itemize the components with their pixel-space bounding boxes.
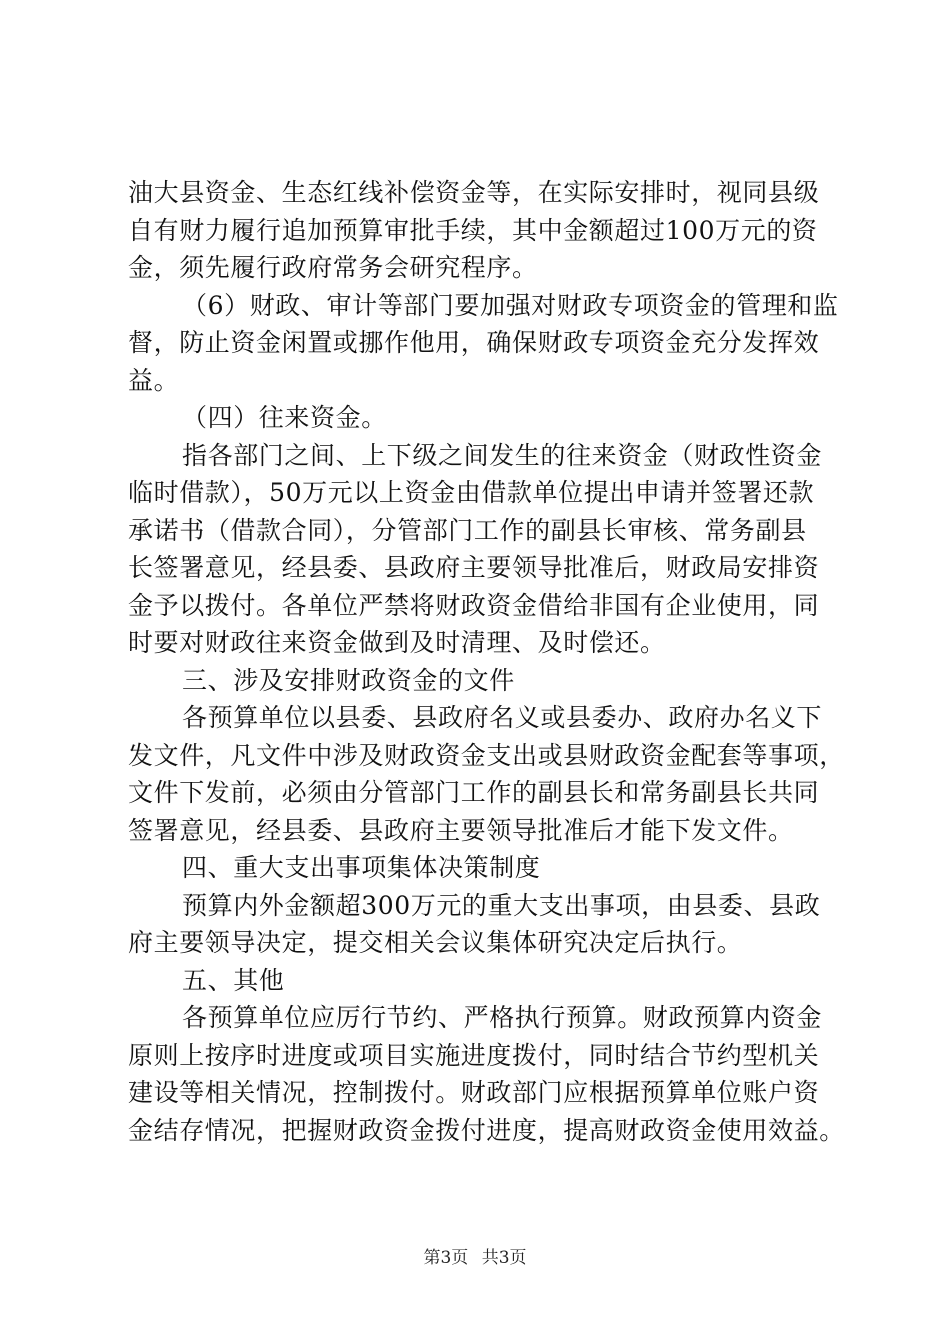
text-line: 承诺书（借款合同），分管部门工作的副县长审核、常务副县 [128, 515, 807, 545]
text-line: 预算内外金额超300万元的重大支出事项，由县委、县政 [182, 890, 821, 920]
text-line: 府主要领导决定，提交相关会议集体研究决定后执行。 [128, 928, 743, 957]
text-line: 金予以拨付。各单位严禁将财政资金借给非国有企业使用，同 [128, 590, 820, 620]
page-number: 第3页 [423, 1248, 469, 1268]
text-line: 督，防止资金闲置或挪作他用，确保财政专项资金充分发挥效 [128, 328, 820, 357]
text-line: （6）财政、审计等部门要加强对财政专项资金的管理和监 [182, 290, 839, 320]
text-line: 文件下发前，必须由分管部门工作的副县长和常务副县长共同 [128, 778, 820, 807]
text-line: 建设等相关情况，控制拨付。财政部门应根据预算单位账户资 [128, 1078, 820, 1107]
text-line: 长签署意见，经县委、县政府主要领导批准后，财政局安排资 [128, 553, 820, 582]
text-line: 指各部门之间、上下级之间发生的往来资金（财政性资金 [182, 440, 823, 470]
text-line: 各预算单位以县委、县政府名义或县委办、政府办名义下 [182, 703, 823, 732]
text-line: 临时借款），50万元以上资金由借款单位提出申请并签署还款 [128, 478, 815, 507]
text-line: 益。 [128, 365, 180, 395]
text-line: 发文件，凡文件中涉及财政资金支出或县财政资金配套等事项， [128, 740, 845, 770]
text-line: 各预算单位应厉行节约、严格执行预算。财政预算内资金 [182, 1003, 823, 1032]
page-footer [0, 1243, 950, 1268]
text-line: 时要对财政往来资金做到及时清理、及时偿还。 [128, 628, 666, 657]
text-line: 自有财力履行追加预算审批手续，其中金额超过100万元的资 [128, 215, 818, 245]
text-line: （四）往来资金。 [182, 403, 387, 432]
text-line: 原则上按序时进度或项目实施进度拨付，同时结合节约型机关 [128, 1040, 820, 1070]
text-line: 金结存情况，把握财政资金拨付进度，提高财政资金使用效益。 [128, 1115, 845, 1145]
text-line: 四、重大支出事项集体决策制度 [182, 853, 541, 882]
text-line: 油大县资金、生态红线补偿资金等，在实际安排时，视同县级 [128, 178, 820, 207]
text-line: 金，须先履行政府常务会研究程序。 [128, 253, 538, 282]
text-line: 三、涉及安排财政资金的文件 [182, 665, 515, 695]
text-line: 签署意见，经县委、县政府主要领导批准后才能下发文件。 [128, 815, 794, 845]
page-total: 共3页 [481, 1248, 527, 1268]
text-line: 五、其他 [182, 965, 285, 995]
document-body [128, 174, 845, 1149]
